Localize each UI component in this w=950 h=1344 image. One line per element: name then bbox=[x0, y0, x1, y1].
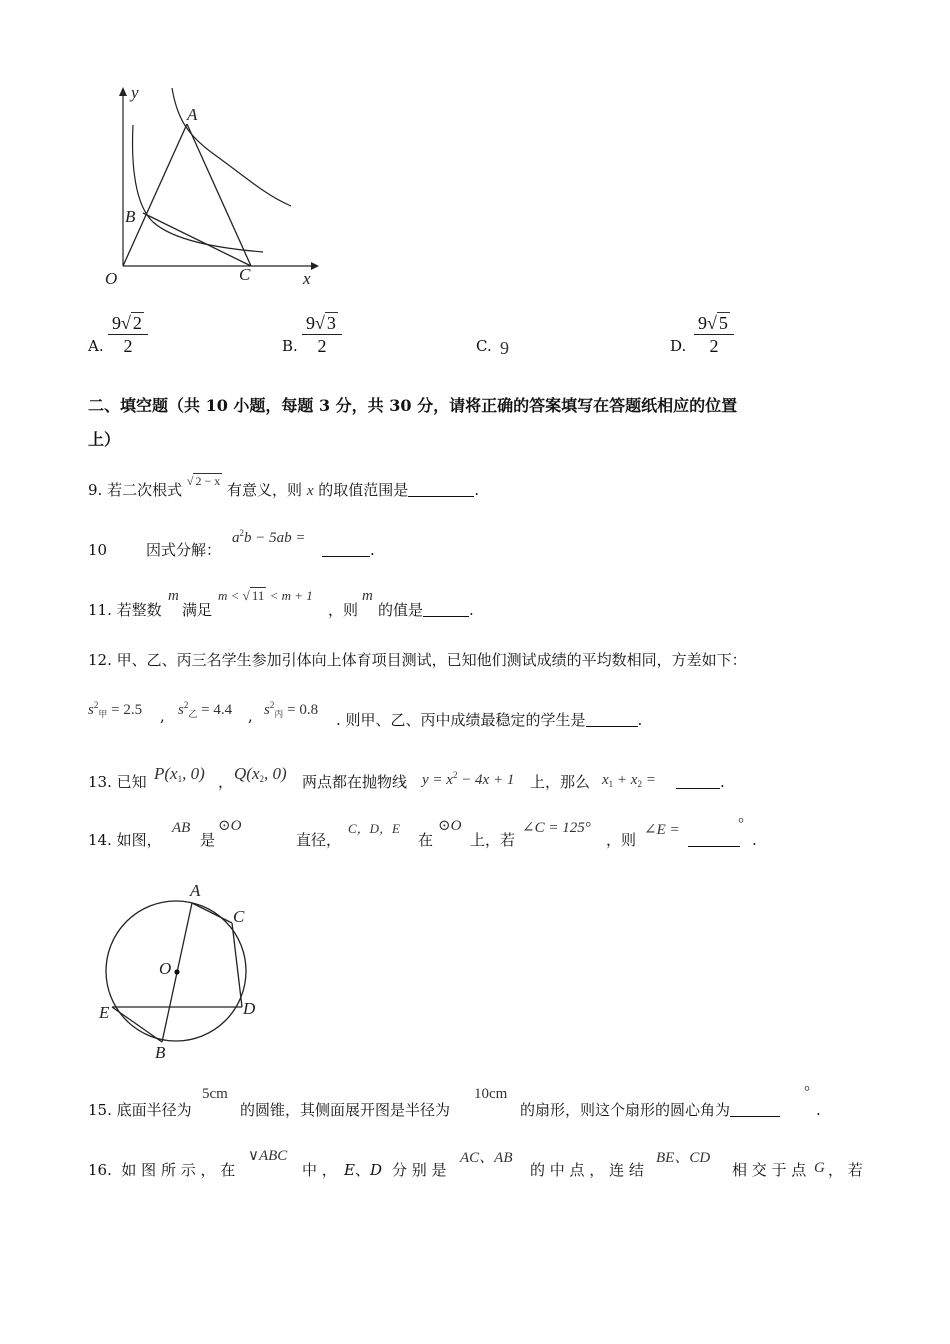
q12-variance-3: $s^2_丙 = 0.8$ bbox=[264, 700, 319, 719]
label-e: E bbox=[99, 1003, 110, 1022]
figure-coordinate-graph bbox=[95, 80, 335, 295]
q15-radius-big: 10cm bbox=[474, 1086, 508, 1102]
q16-post: ， 若 bbox=[828, 1161, 863, 1179]
q11-mid: 满足 bbox=[182, 601, 213, 619]
q16-mid2: 分 别 是 bbox=[392, 1161, 447, 1179]
label-d: D bbox=[243, 999, 256, 1018]
question-9: 9. 若二次根式 $^{√ 2 - x}$ 有意义，则 x 的取值范围是 . bbox=[88, 474, 480, 499]
q16-points-ed: E、D bbox=[344, 1161, 382, 1179]
q9-mid: 有意义，则 bbox=[227, 481, 303, 499]
segment-a-c bbox=[187, 124, 251, 266]
q16-segments-ac-ab: AC、AB bbox=[460, 1150, 513, 1166]
segment-b-c bbox=[143, 213, 251, 266]
q14-degree: ° bbox=[738, 816, 744, 832]
q11-answer-blank[interactable] bbox=[423, 602, 469, 617]
y-axis-arrow bbox=[119, 87, 127, 96]
q14-circle-o-2: ⊙O bbox=[438, 818, 462, 834]
q16-segments-be-cd: BE、CD bbox=[656, 1150, 711, 1166]
q16-point-g: G bbox=[814, 1160, 825, 1176]
q14-is: 是 bbox=[200, 831, 216, 849]
figure-circle bbox=[95, 878, 275, 1066]
q14-then: ，则 bbox=[606, 831, 637, 849]
question-10-expression: $a^2b - 5ab$ = bbox=[232, 528, 306, 546]
q14-end: . bbox=[752, 831, 757, 849]
option-a-fraction: $\frac{9√ 2}{2}$ bbox=[108, 312, 148, 357]
option-d-fraction: $\frac{9√ 5}{2}$ bbox=[694, 312, 734, 357]
label-c: C bbox=[239, 265, 251, 284]
q9-answer-blank[interactable] bbox=[408, 482, 474, 497]
chord-a-c bbox=[192, 903, 232, 923]
inner-hyperbola-curve bbox=[133, 125, 263, 252]
label-o: O bbox=[159, 959, 172, 978]
q15-degree: ° bbox=[804, 1084, 810, 1100]
q16-triangle-abc: ∨ABC bbox=[248, 1148, 288, 1164]
q14-on: 在 bbox=[418, 831, 434, 849]
q13-point-p: $P(x_1$, 0) bbox=[154, 764, 205, 784]
q9-post: 的取值范围是 bbox=[318, 481, 409, 499]
option-c-value: 9 bbox=[500, 338, 509, 358]
q14-angle-e: ∠E = bbox=[644, 822, 680, 838]
q14-angle-c: ∠C = 125° bbox=[522, 820, 591, 836]
question-10-answer: . bbox=[322, 540, 375, 560]
q12-answer-blank[interactable] bbox=[586, 712, 638, 727]
center-point-o bbox=[174, 969, 179, 974]
q14-answer bbox=[688, 830, 740, 850]
q11-mid2: ，则 bbox=[328, 601, 359, 619]
q15-end: . bbox=[816, 1101, 821, 1119]
question-10-text: 因式分解： bbox=[146, 541, 222, 559]
q16-mid1: 中 ， bbox=[302, 1161, 337, 1179]
q15-mid: 的圆锥，其侧面展开图是半径为 bbox=[240, 1101, 451, 1119]
section-2-heading-line-1: 二、填空题（共 10 小题，每题 3 分，共 30 分，请将正确的答案填写在答题纸相应的位置 bbox=[88, 396, 738, 415]
q12-tail: . 则甲、乙、丙中成绩最稳定的学生是 . bbox=[336, 711, 643, 729]
q10-answer-blank[interactable] bbox=[322, 542, 370, 557]
q14-answer-blank[interactable] bbox=[688, 832, 740, 847]
q15-answer-blank[interactable] bbox=[730, 1102, 780, 1117]
q13-answer: . bbox=[676, 772, 725, 792]
question-13: 13. 已知 bbox=[88, 773, 147, 791]
section-2-heading-line-2: 上） bbox=[88, 430, 121, 449]
label-a: A bbox=[187, 105, 198, 124]
q12-variance-2: $s^2_乙 = 4.4$ bbox=[178, 700, 233, 719]
label-b: B bbox=[125, 207, 136, 226]
q15-post: 的扇形，则这个扇形的圆心角为 bbox=[520, 1100, 780, 1120]
q13-answer-blank[interactable] bbox=[676, 774, 720, 789]
q12-variance-1: $s^2_甲 = 2.5$ bbox=[88, 700, 143, 719]
label-b: B bbox=[155, 1043, 166, 1062]
q9-radical: √ 2 − x bbox=[186, 474, 221, 488]
q16-mid4: 相 交 于 点 bbox=[732, 1161, 807, 1179]
q13-mid: 两点都在抛物线 bbox=[302, 773, 408, 791]
q12-comma-1: , bbox=[160, 707, 165, 725]
q11-var-m-1: m bbox=[168, 588, 179, 604]
question-10-number: 10 bbox=[88, 541, 108, 559]
q9-variable: x bbox=[306, 483, 314, 499]
question-15-pre: 15. 底面半径为 bbox=[88, 1101, 192, 1119]
q13-point-q: $Q(x_2$, 0) bbox=[234, 764, 287, 784]
q11-var-m-2: m bbox=[362, 588, 373, 604]
q14-post: 上，若 bbox=[470, 831, 516, 849]
option-b-fraction: $\frac{9√ 3}{2}$ bbox=[302, 312, 342, 357]
q11-post: 的值是 . bbox=[378, 601, 474, 619]
q16-mid3: 的 中 点 ， 连 结 bbox=[530, 1161, 644, 1179]
q11-inequality: m < √ 11 < m + 1 bbox=[218, 588, 313, 603]
option-d-letter: D. bbox=[670, 337, 687, 355]
option-a-letter: A. bbox=[88, 337, 104, 355]
q9-pre: 若二次根式 bbox=[107, 481, 183, 499]
q14-circle-o: ⊙O bbox=[218, 818, 242, 834]
q9-number: 9. bbox=[88, 481, 103, 499]
q12-comma-2: , bbox=[248, 707, 253, 725]
question-12-line-1: 12. 甲、乙、丙三名学生参加引体向上体育项目测试，已知他们测试成绩的平均数相同，方差如下： bbox=[88, 651, 747, 669]
x-axis-arrow bbox=[311, 262, 319, 270]
q14-ab: AB bbox=[172, 820, 191, 836]
q13-comma: ， bbox=[218, 773, 234, 791]
label-x: x bbox=[303, 269, 311, 288]
question-16-pre: 16. 如 图 所 示 ， 在 bbox=[88, 1161, 236, 1179]
label-o: O bbox=[105, 269, 118, 288]
question-11: 11. 若整数 bbox=[88, 601, 162, 619]
label-c: C bbox=[233, 907, 245, 926]
label-a: A bbox=[190, 881, 201, 900]
option-b-letter: B. bbox=[282, 337, 298, 355]
chord-e-b bbox=[112, 1007, 162, 1042]
q15-radius-r: 5cm bbox=[202, 1086, 228, 1102]
q13-sum: $x_1 + x_2$ = bbox=[602, 772, 656, 789]
q14-points-cde: C，D，E bbox=[348, 821, 401, 836]
q13-parabola: $y = x^2 - 4x + 1$ bbox=[422, 770, 515, 788]
q14-diameter: 直径， bbox=[296, 831, 342, 849]
label-y: y bbox=[131, 83, 139, 102]
question-14-number: 14. 如图， bbox=[88, 831, 162, 849]
q13-post: 上，那么 bbox=[530, 773, 591, 791]
option-c-letter: C. bbox=[476, 337, 492, 355]
